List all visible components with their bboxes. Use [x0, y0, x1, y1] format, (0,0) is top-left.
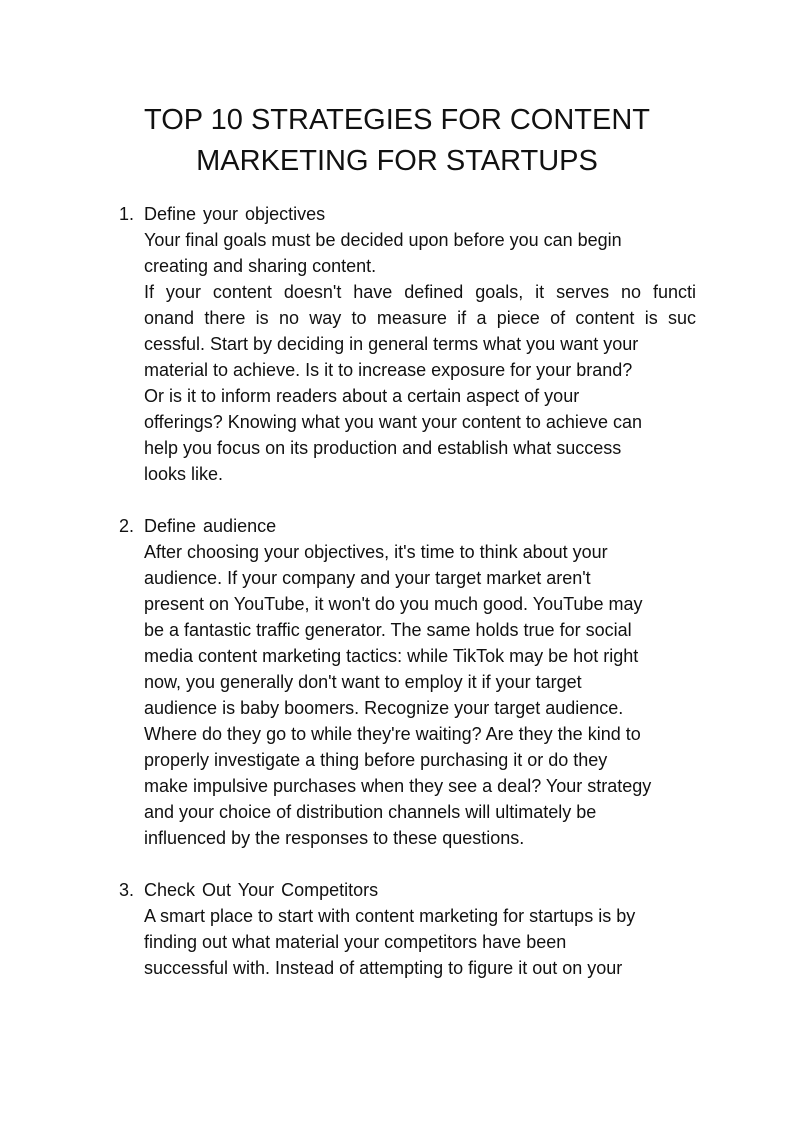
body-line: be a fantastic traffic generator. The same holds true for social	[144, 620, 632, 640]
body-line: successful with. Instead of attempting to figure it out on your	[144, 958, 623, 978]
list-item-body	[144, 903, 696, 981]
list-item-number: 2.	[119, 516, 135, 536]
body-line: Or is it to inform readers about a certain aspect of your	[144, 386, 580, 406]
body-line: make impulsive purchases when they see a deal? Your strategy	[144, 776, 652, 796]
body-line: A smart place to start with content marketing for startups is by	[144, 906, 636, 926]
list-item	[0, 201, 794, 487]
body-line: cessful. Start by deciding in general terms what you want your	[144, 334, 639, 354]
body-line: creating and sharing content.	[144, 256, 377, 276]
body-line: and your choice of distribution channels will ultimately be	[144, 802, 597, 822]
body-line: now, you generally don't want to employ it if your target	[144, 672, 582, 692]
body-line: material to achieve. Is it to increase exposure for your brand?	[144, 360, 633, 380]
body-line: looks like.	[144, 464, 224, 484]
body-line: offerings? Knowing what you want your content to achieve can	[144, 412, 642, 432]
body-line: influenced by the responses to these questions.	[144, 828, 525, 848]
list-item-number: 1.	[119, 204, 135, 224]
page-title-line: MARKETING FOR STARTUPS	[196, 145, 598, 177]
list-item-body	[144, 539, 696, 851]
list-item	[0, 513, 794, 851]
list-item-body	[144, 227, 696, 487]
body-line: onand there is no way to measure if a piece of content is suc	[144, 308, 696, 328]
page-title-line: TOP 10 STRATEGIES FOR CONTENT	[144, 104, 650, 136]
strategy-list	[0, 201, 794, 1007]
list-item-number: 3.	[119, 880, 135, 900]
body-line: finding out what material your competitors have been	[144, 932, 567, 952]
body-line: Where do they go to while they're waiting? Are they the kind to	[144, 724, 641, 744]
body-line: audience is baby boomers. Recognize your target audience.	[144, 698, 624, 718]
body-line: help you focus on its production and establish what success	[144, 438, 622, 458]
list-item	[0, 877, 794, 981]
list-item-heading: Define your objectives	[144, 204, 326, 224]
list-item-heading: Check Out Your Competitors	[144, 880, 379, 900]
body-line: If your content doesn't have defined goals, it serves no functi	[144, 282, 696, 302]
page-title	[120, 100, 674, 182]
body-line: After choosing your objectives, it's time to think about your	[144, 542, 608, 562]
body-line: audience. If your company and your target market aren't	[144, 568, 591, 588]
body-line: media content marketing tactics: while TikTok may be hot right	[144, 646, 639, 666]
body-line: properly investigate a thing before purchasing it or do they	[144, 750, 608, 770]
body-line: Your final goals must be decided upon before you can begin	[144, 230, 622, 250]
list-item-heading: Define audience	[144, 516, 277, 536]
body-line: present on YouTube, it won't do you much good. YouTube may	[144, 594, 643, 614]
